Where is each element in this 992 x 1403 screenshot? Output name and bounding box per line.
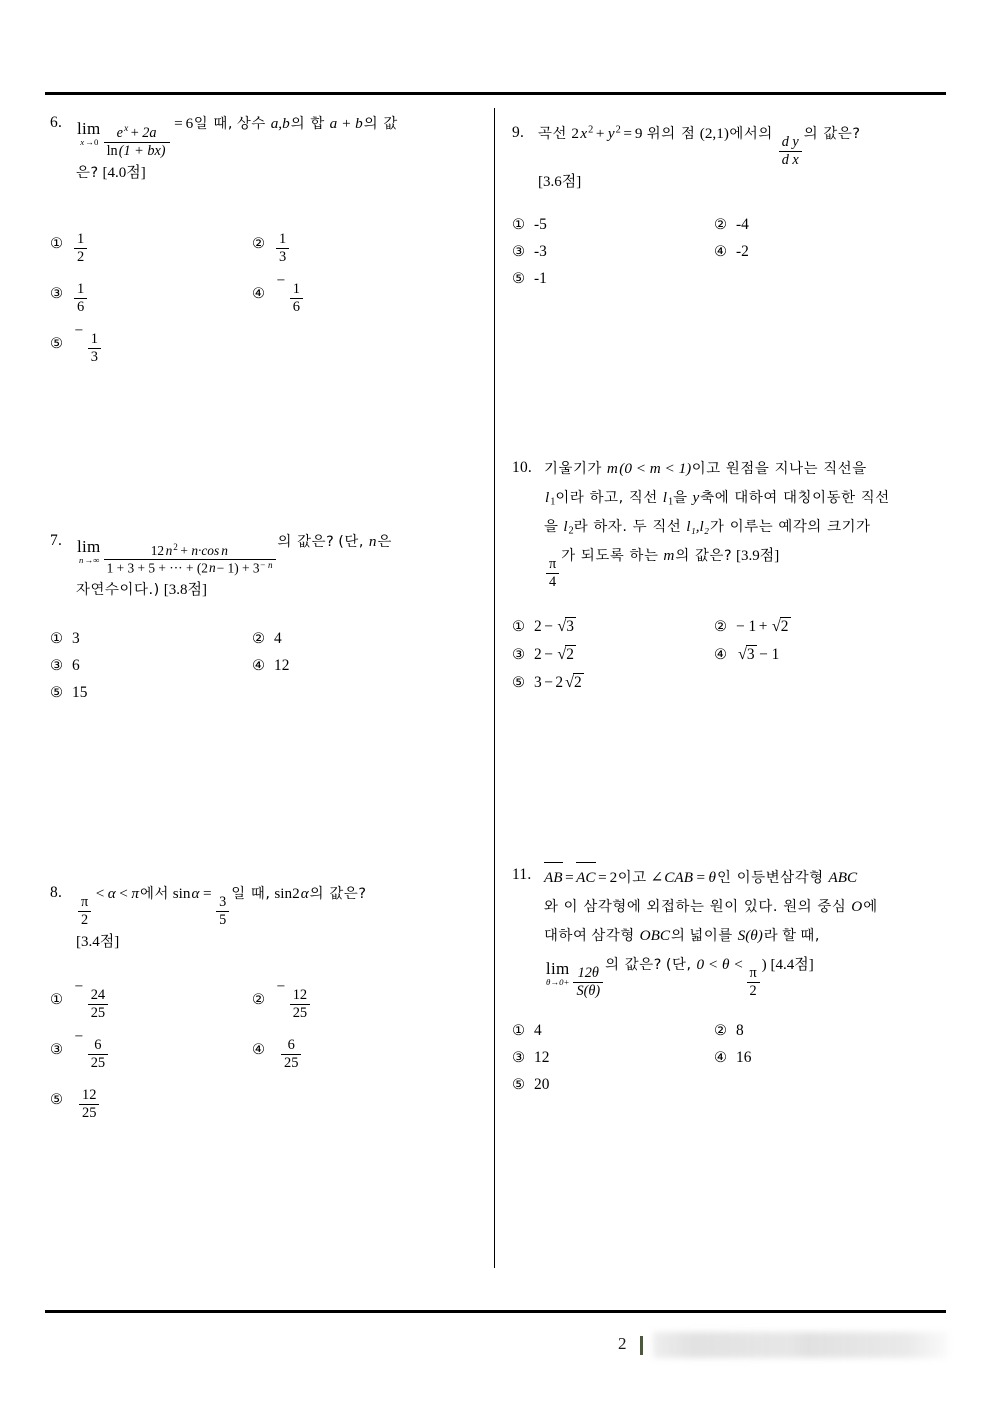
choice-value: 4 [274,630,282,647]
choice-value: -3 [534,243,547,260]
problem-8 [50,880,480,957]
segment-ab: AB [544,862,563,893]
problem-6-score: [4.0점] [102,164,146,181]
choice-marker: ③ [50,658,63,674]
problem-9 [512,120,942,197]
choice-value: − $\frac{24}{25}$ [72,978,110,1022]
choice-value: − $\frac{6}{25}$ [72,1028,110,1072]
choice-3[interactable] [512,646,576,664]
problem-9-number: 9. [512,124,525,141]
choice-value: 12 [274,657,290,674]
choice-marker: ⑤ [512,675,525,691]
series-fraction: $\frac{12 n^2 + n\cdot\cos n}{1 + 3 + 5 + \cdot\cdot\cdot + (2n- 1) + 3^{- n}}$ [104,543,276,576]
choice-3[interactable] [50,272,89,316]
choice-3[interactable] [512,1049,549,1067]
problem-10-statement: 기울기가 m(0 < m < 1)이고 원점을 지나는 직선을 $l_1$이라 하고, 직선 $l_1$을 y축에 대하여 대칭이동한 직선 을 $l_2$라 하자. 두 직선 l₁,l₂가 이루는 예각의 크기가 $\frac{\pi}{4}$ 가 되도록 하는 m의 값은? [3.9점] [544,460,890,590]
problem-8-score: [3.4점] [76,934,120,951]
choice-value: -1 [534,270,547,287]
choice-value: 15 [72,684,88,701]
choice-marker: ④ [252,1041,265,1058]
choice-value: 3 − 2 √2 [534,674,582,691]
choice-marker: ① [50,991,63,1008]
choice-4[interactable] [714,646,782,664]
choice-5[interactable] [512,1076,549,1094]
limit-operator: lim x→0 [77,118,101,147]
choice-1[interactable] [512,1022,542,1040]
choice-marker: ① [512,619,525,635]
choice-2[interactable] [252,222,291,266]
choice-3[interactable] [512,243,547,261]
choice-marker: ② [252,991,265,1008]
choice-marker: ⑤ [512,1077,525,1093]
redacted-footer-text [653,1332,949,1358]
problem-11-score: [4.4점] [770,956,814,973]
problem-11-number: 11. [512,866,532,883]
choice-marker: ② [714,1023,727,1039]
problem-8-choices [50,978,480,1122]
problem-7-number: 7. [50,532,63,549]
choice-3[interactable] [50,1028,110,1072]
problem-6-choices [50,222,480,366]
choice-1[interactable] [50,630,80,648]
choice-marker: ③ [50,285,63,302]
choice-2[interactable] [714,618,791,636]
choice-4[interactable] [252,272,305,316]
choice-value: 6 [72,657,80,674]
choice-2[interactable] [252,630,282,648]
choice-marker: ④ [714,647,727,663]
footer-divider-tick [640,1336,643,1355]
choice-value: $\frac{1}{3}$ [274,222,291,266]
choice-3[interactable] [50,657,80,675]
problem-10 [512,455,942,590]
three-fifths: $\frac{3}{5}$ [216,895,229,928]
choice-value: $\frac{1}{6}$ [72,272,89,316]
limit-operator: lim n→∞ [77,536,101,565]
limit-fraction: $\frac{12\theta}{S(\theta)}$ [573,966,603,999]
choice-marker: ① [512,1023,525,1039]
limit-fraction: $\frac{e^x + 2a}{\ln(1 + bx)}$ [104,124,170,158]
problem-11-statement: AB = AC = 2이고 ∠CAB = θ인 이등변삼각형 ABC 와 이 삼각형에 외접하는 원이 있다. 원의 중심 O에 대하여 삼각형 OBC의 넓이를 S(θ)라 할 때, lim θ→0+ $\frac{12\theta}{S(\theta)}$ 의 값은? (단, 0 < θ < $\frac{\pi}{2}$ ) [4.4점] [544,862,942,999]
choice-marker: ② [714,217,727,233]
choice-value: − $\frac{1}{3}$ [72,322,103,366]
problem-6-statement: lim x→0 $\frac{e^x + 2a}{\ln(1 + bx)}$ = 6일 때, 상수 a,b의 합 a + b의 값 은? [4.0점] [76,115,398,181]
choice-value: − $\frac{12}{25}$ [274,978,312,1022]
choice-marker: ② [714,619,727,635]
problem-7-score: [3.8점] [163,581,207,598]
choice-marker: ③ [50,1041,63,1058]
choice-marker: ⑤ [50,685,63,701]
choice-value: -4 [736,216,749,233]
footer-rule [45,1310,946,1313]
choice-marker: ④ [714,1050,727,1066]
choice-value: 4 [534,1022,542,1039]
choice-5[interactable] [50,322,103,366]
problem-11-choices [512,1022,942,1122]
header-rule [45,92,946,95]
derivative-fraction: $\frac{\text{d y}}{\text{d x}}$ [779,135,802,168]
problem-7-choices [50,630,480,730]
choice-value: − $\frac{1}{6}$ [274,272,305,316]
choice-1[interactable] [50,978,110,1022]
choice-2[interactable] [252,978,312,1022]
choice-value: $\frac{12}{25}$ [72,1078,101,1122]
choice-marker: ② [252,631,265,647]
choice-marker: ① [50,631,63,647]
choice-value: $\frac{1}{2}$ [72,222,89,266]
problem-10-score: [3.9점] [736,547,780,564]
column-divider [494,108,495,1268]
choice-value: − 1 + √2 [736,618,789,635]
problem-9-statement: 곡선 $2x^2 + y^2 = 9$ 위의 점 (2,1)에서의 $\frac{\text{d y}}{\text{d x}}$ 의 값은? [3.6점] [538,124,861,191]
choice-2[interactable] [714,1022,744,1040]
choice-marker: ③ [512,244,525,260]
choice-5[interactable] [512,270,547,288]
problem-6-number: 6. [50,114,63,131]
choice-4[interactable] [252,657,289,675]
choice-value: $\frac{6}{25}$ [274,1028,303,1072]
problem-8-number: 8. [50,884,63,901]
problem-8-statement: $\frac{\pi}{2}$ < α < π에서 sinα = $\frac{3}{5}$ 일 때, sin2α의 값은? [3.4점] [76,885,367,951]
page-footer [45,1330,946,1380]
choice-4[interactable] [714,243,749,261]
choice-marker: ③ [512,1050,525,1066]
problem-11 [512,862,942,999]
choice-marker: ③ [512,647,525,663]
choice-marker: ④ [252,285,265,302]
choice-5[interactable] [50,1078,101,1122]
choice-value: -2 [736,243,749,260]
segment-ac: AC [576,862,595,893]
choice-5[interactable] [50,684,87,702]
choice-value: 16 [736,1049,752,1066]
pi-over-two: $\frac{\pi}{2}$ [746,966,759,999]
choice-value: 2 − √2 [534,646,574,663]
choice-value: 12 [534,1049,550,1066]
problem-10-choices [512,618,942,718]
choice-value: 2 − √3 [534,618,574,635]
choice-1[interactable] [512,618,576,636]
choice-value: 20 [534,1076,550,1093]
choice-1[interactable] [512,216,547,234]
problem-6 [50,110,480,188]
choice-marker: ⑤ [50,335,63,352]
choice-4[interactable] [252,1028,303,1072]
pi-over-four: $\frac{\pi}{4}$ [546,557,559,590]
choice-value: √3 − 1 [738,646,780,663]
choice-marker: ① [50,235,63,252]
choice-marker: ④ [714,244,727,260]
choice-marker: ⑤ [512,271,525,287]
choice-marker: ④ [252,658,265,674]
limit-operator: lim θ→0+ [545,959,570,988]
problem-7 [50,528,480,604]
problem-9-score: [3.6점] [538,174,582,191]
problem-7-statement: lim n→∞ $\frac{12 n^2 + n\cdot\cos n}{1 + 3 + 5 + \cdot\cdot\cdot + (2n- 1) + 3^{- n}}$ 의 값은? (단, n은 자연수이다.) [3.8점] [76,533,393,598]
choice-2[interactable] [714,216,749,234]
choice-1[interactable] [50,222,89,266]
choice-5[interactable] [512,674,584,692]
problem-9-choices [512,216,942,316]
page-number: 2 [618,1334,627,1353]
choice-marker: ⑤ [50,1091,63,1108]
choice-value: 8 [736,1022,744,1039]
choice-value: 3 [72,630,80,647]
choice-value: -5 [534,216,547,233]
choice-marker: ② [252,235,265,252]
choice-marker: ① [512,217,525,233]
problem-10-number: 10. [512,459,532,476]
choice-4[interactable] [714,1049,751,1067]
pi-over-two: $\frac{\pi}{2}$ [78,895,91,928]
